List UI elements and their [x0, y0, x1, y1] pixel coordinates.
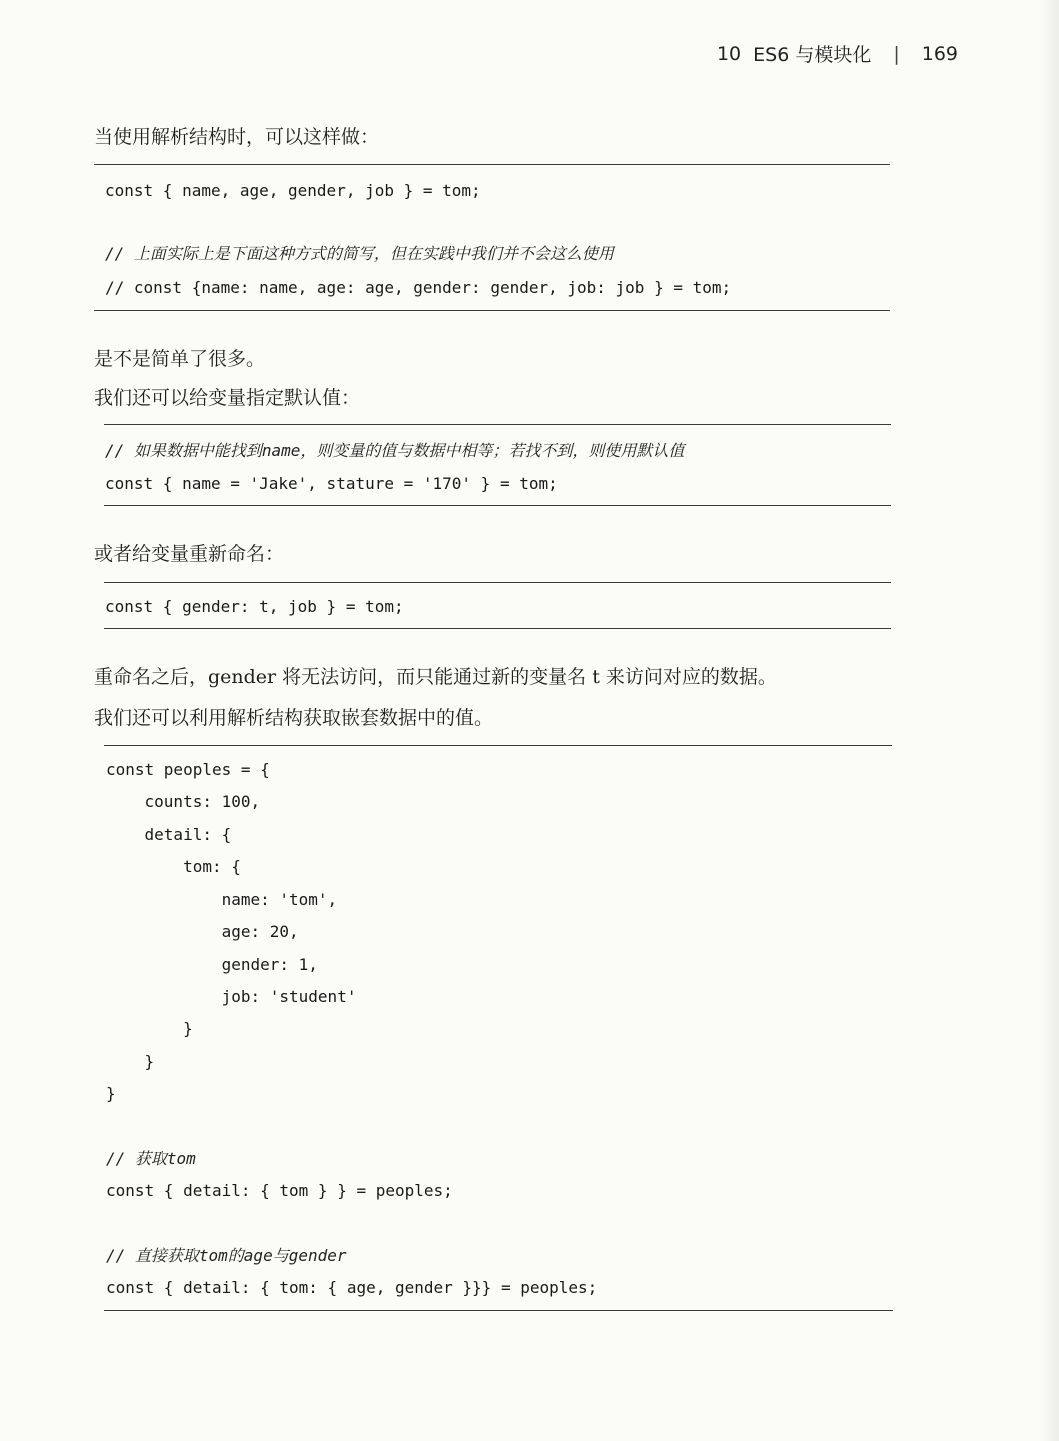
code-line: const { gender: t, job } = tom; — [105, 597, 404, 616]
paragraph-default-values: 我们还可以给变量指定默认值： — [94, 387, 361, 409]
code-block-2-bottom-rule — [104, 505, 891, 506]
code-block-2-top-rule — [104, 424, 891, 425]
code-line: age: 20, — [106, 922, 299, 941]
code-line: gender: 1, — [106, 955, 318, 974]
code-line: detail: { — [106, 825, 232, 844]
code-block-1-top-rule — [94, 164, 890, 165]
chapter-title: ES6 与模块化 — [753, 44, 872, 66]
paragraph-destructuring-intro: 当使用解析结构时，可以这样做： — [94, 126, 380, 148]
code-comment-line: // 获取tom — [106, 1149, 196, 1168]
code-line: name: 'tom', — [106, 890, 338, 909]
code-comment-line: // 如果数据中能找到name，则变量的值与数据中相等；若找不到，则使用默认值 — [105, 441, 685, 460]
code-comment-line: // 直接获取tom的age与gender — [106, 1246, 347, 1265]
code-block-3-top-rule — [104, 582, 891, 583]
code-block-4-top-rule — [104, 745, 892, 746]
paragraph-rename: 或者给变量重新命名： — [94, 543, 285, 565]
paragraph-simpler: 是不是简单了很多。 — [94, 348, 266, 370]
code-block-1-bottom-rule — [94, 310, 890, 311]
code-line: // const {name: name, age: age, gender: gender, job: job } = tom; — [105, 278, 732, 297]
page-edge-shadow — [1041, 0, 1059, 1441]
code-line: job: 'student' — [106, 987, 357, 1006]
paragraph-nested: 我们还可以利用解析结构获取嵌套数据中的值。 — [94, 707, 494, 729]
running-header — [717, 40, 958, 67]
code-line: } — [106, 1019, 193, 1038]
header-divider: | — [893, 42, 900, 65]
code-line: } — [106, 1052, 155, 1071]
code-line: const { name, age, gender, job } = tom; — [105, 181, 481, 200]
page-number: 169 — [921, 42, 958, 65]
code-line: const { detail: { tom: { age, gender }}} = peoples; — [106, 1278, 598, 1297]
code-line: const { detail: { tom } } = peoples; — [106, 1181, 453, 1200]
code-line: tom: { — [106, 857, 241, 876]
code-line: } — [106, 1084, 116, 1103]
code-line: const peoples = { — [106, 760, 270, 779]
code-block-3-bottom-rule — [104, 628, 891, 629]
code-comment-line: // 上面实际上是下面这种方式的简写，但在实践中我们并不会这么使用 — [105, 244, 614, 263]
chapter-number: 10 — [716, 42, 742, 65]
code-block-4-bottom-rule — [104, 1310, 893, 1311]
code-line: const { name = 'Jake', stature = '170' } = tom; — [105, 474, 558, 493]
paragraph-rename-explanation: 重命名之后，gender 将无法访问，而只能通过新的变量名 t 来访问对应的数据。 — [94, 666, 777, 688]
code-line: counts: 100, — [106, 792, 261, 811]
